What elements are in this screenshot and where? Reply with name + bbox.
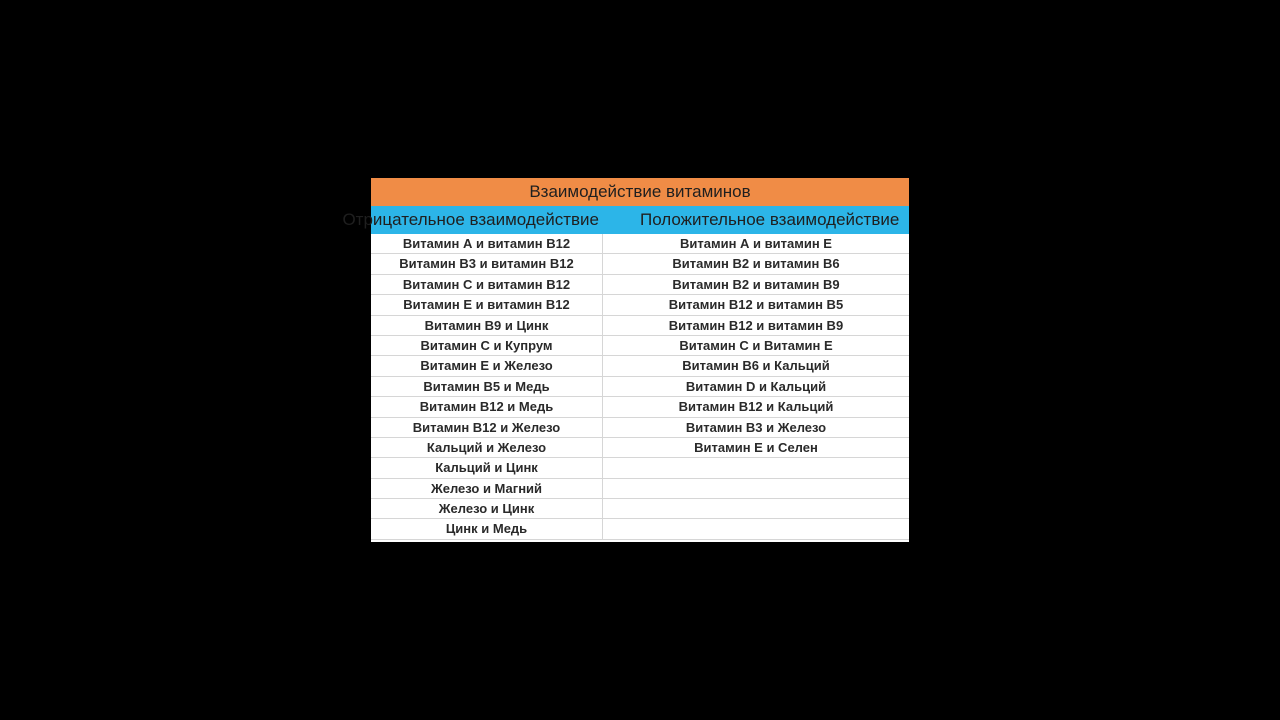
table-cell-positive [603,479,909,499]
header-negative [342,206,603,234]
column-header-row [342,206,909,234]
table-cell-positive: Витамин В3 и Железо [603,418,909,438]
negative-column [371,234,603,540]
table-cell-negative: Железо и Магний [371,479,602,499]
table-cell-negative: Витамин В9 и Цинк [371,316,602,336]
table-cell-negative: Цинк и Медь [371,519,602,539]
table-title: Взаимодействие витаминов [371,178,909,206]
table-cell-negative: Витамин В12 и Железо [371,418,602,438]
table-body [371,234,909,540]
header-positive: Положительное взаимодействие [640,210,900,229]
table-cell-negative: Витамин В12 и Медь [371,397,602,417]
table-cell-positive [603,458,909,478]
table-cell-negative: Витамин В3 и витамин В12 [371,254,602,274]
table-cell-negative: Витамин Е и витамин В12 [371,295,602,315]
table-cell-negative: Железо и Цинк [371,499,602,519]
table-cell-positive: Витамин В12 и витамин В9 [603,316,909,336]
table-cell-negative: Витамин Е и Железо [371,356,602,376]
vitamin-interaction-table [342,178,909,542]
table-cell-positive: Витамин А и витамин Е [603,234,909,254]
table-cell-positive [603,499,909,519]
table-cell-negative: Витамин В5 и Медь [371,377,602,397]
table-cell-positive [603,519,909,539]
table-cell-positive: Витамин В2 и витамин В9 [603,275,909,295]
table-cell-positive: Витамин С и Витамин Е [603,336,909,356]
table-cell-positive: Витамин В6 и Кальций [603,356,909,376]
table-cell-positive: Витамин D и Кальций [603,377,909,397]
positive-column [603,234,909,540]
table-cell-positive: Витамин В12 и Кальций [603,397,909,417]
table-cell-positive: Витамин В12 и витамин В5 [603,295,909,315]
table-cell-negative: Витамин А и витамин В12 [371,234,602,254]
table-cell-positive: Витамин В2 и витамин В6 [603,254,909,274]
table-cell-negative: Витамин С и витамин В12 [371,275,602,295]
header-negative-label: Отрицательное взаимодействие [342,210,599,229]
table-cell-positive: Витамин Е и Селен [603,438,909,458]
table-cell-negative: Кальций и Железо [371,438,602,458]
table-cell-negative: Витамин С и Купрум [371,336,602,356]
table-cell-negative: Кальций и Цинк [371,458,602,478]
